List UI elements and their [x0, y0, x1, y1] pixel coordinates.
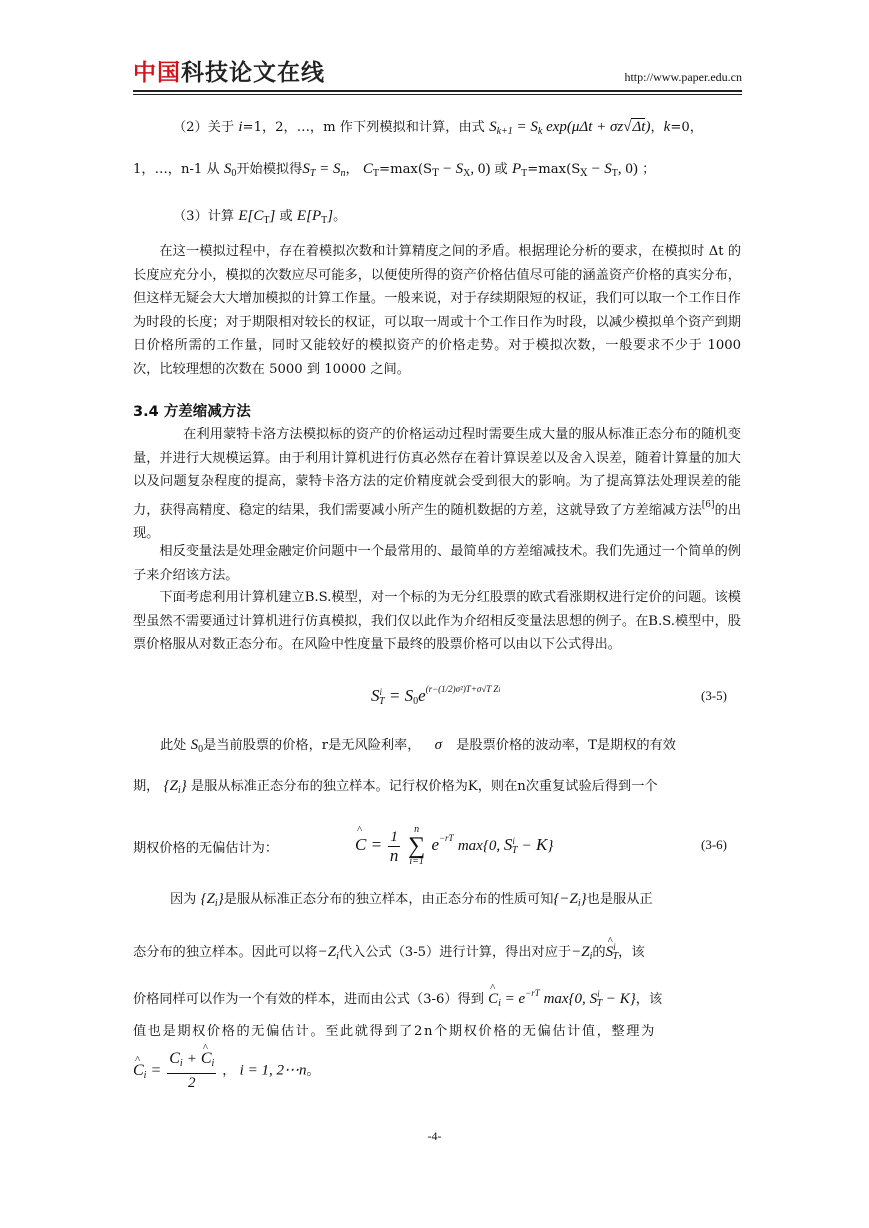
paragraph-variance-reduction — [133, 423, 741, 546]
step3-line — [133, 206, 741, 231]
formula-antithetic-estimator: ^ $C_i = e^{-rT}$ max{0, $S^i_T - K$} — [488, 991, 636, 1007]
para6-line5-text-b: 。 — [306, 1063, 320, 1079]
para6-line3-text-b: ，该 — [635, 992, 663, 1007]
section-heading: 3.4 方差缩减方法 — [133, 404, 251, 420]
formula-averaged-estimator: ^ $C_i$ = $\frac{C_i + \^{} C_i}{2}$ — [133, 1062, 222, 1079]
para6-line3-text-a: 价格同样可以作为一个有效的样本，进而由公式（3-6）得到 — [133, 992, 484, 1007]
para2-text-b: 的出现。 — [133, 502, 742, 541]
step2-text-d: =0， — [670, 120, 703, 135]
equation-3-6 — [133, 823, 741, 875]
para6-line2 — [133, 937, 741, 967]
equation-number-3-5: (3-5) — [701, 688, 727, 703]
math-expect-ct: $E[C_T]$ — [238, 208, 276, 226]
para5-line2-text-a: 期， — [133, 779, 160, 794]
math-k: k — [663, 119, 671, 135]
formula-gbm-step: $S_{k+1} = S_k$ exp(μΔt + σz√Δt) — [489, 119, 651, 137]
math-pt: $P_T$ — [511, 161, 528, 179]
para5-line2 — [133, 776, 741, 801]
step2-line2-text-f: =max(S — [527, 162, 581, 177]
para2-text-a: 在利用蒙特卡洛方法模拟标的资产的价格运动过程时需要生成大量的服从标准正态分布的随机变量，并进行大规模运算。由于利用计算机进行仿真必然存在着计算误差以及舍入误差，随着计算量的加大以及问题复杂程度的提高，蒙特卡洛方法的定价精度就会受到很大的影响。为了提高算法处理误差的能力，获得高精度、稳定的结果，我们需要减小所产生的随机数据的方差，这就导致了方差缩减方法 — [133, 427, 741, 518]
math-neg-zi-2: $-Z_i$ — [571, 944, 593, 962]
step3-text-a: （3）计算 — [173, 209, 235, 224]
step3-text-b: 或 — [279, 209, 293, 224]
para6-line3 — [133, 983, 741, 1014]
math-st-eq-sn: $S_T = S_n$ — [302, 161, 346, 179]
step2-line2: 1，…，n-1 从 $S_0$开始模拟得$S_T = S_n$， $C_T=\max(S_T - S_X$, 0) 或 $P_T=\max(S_X - S_T$, 0) ； — [133, 161, 656, 179]
site-logo[interactable] — [133, 60, 325, 86]
step2-line2-text-b: 开始模拟得 — [236, 162, 303, 177]
header-rule-thin — [133, 94, 742, 95]
math-sigma: σ — [434, 737, 442, 753]
math-neg-zi: $-Z_i$ — [317, 944, 339, 962]
para6-text-a: 因为 — [170, 892, 197, 907]
math-ct: $C_T$ — [362, 161, 380, 179]
math-s0: $S_0$ — [223, 161, 237, 179]
paragraph-simulation-tradeoff: 在这一模拟过程中，存在着模拟次数和计算精度之间的矛盾。根据理论分析的要求，在模拟时 Δt 的长度应充分小，模拟的次数应尽可能多，以便使所得的资产价格估值尽可能的涵盖资产价格的真实分布，但这样无疑会大大增加模拟的计算工作量。一般来说，对于存续期限短的权证，我们可以取一个工作日作为时段的长度；对于期限相对较长的权证，可以取一周或十个工作日作为时段，以减少模拟单个资产到期日价格所需的工作量，同时又能较好的模拟资产的价格走势。对于模拟次数，一般要求不少于 1000 次，比较理想的次数在 5000 到 10000 之间。 — [133, 244, 741, 377]
site-url-link[interactable]: http://www.paper.edu.cn — [624, 70, 742, 84]
para6-line2-text-a: 态分布的独立样本。因此可以将 — [133, 945, 318, 960]
para6-text-b: 是服从标准正态分布的独立样本，由正态分布的性质可知 — [223, 892, 554, 907]
citation-ref[interactable]: [6] — [701, 499, 715, 510]
para6-line4: 值也是期权价格的无偏估计。至此就得到了2n个期权价格的无偏估计值，整理为 — [133, 1024, 656, 1039]
paragraph-bs-model: 下面考虑利用计算机建立B.S.模型，对一个标的为无分红股票的欧式看涨期权进行定价的问题。该模型虽然不需要通过计算机进行仿真模拟，我们仅以此作为介绍相反变量法思想的例子。在B.S.模型中，股票价格服从对数正态分布。在风险中性度量下最终的股票价格可以由以下公式得出。 — [133, 590, 741, 652]
math-st-hat: ^ $S^i_T$ — [606, 944, 619, 960]
para5-text-b: 是当前股票的价格，r是无风险利率， — [203, 738, 421, 753]
step3-text-c: 。 — [333, 209, 347, 224]
step2-line2-text-d: =max(S — [379, 162, 433, 177]
math-expect-pt: $E[P_T]$ — [296, 208, 334, 226]
para6-line2-text-c: 的 — [592, 945, 606, 960]
page-number: -4- — [427, 1129, 442, 1143]
logo-red-text: 中国 — [133, 60, 181, 86]
math-zi-set: $\{Z_i\}$ — [163, 778, 187, 796]
para6-line2-text-d: ，该 — [618, 945, 645, 960]
para6-line5 — [133, 1050, 741, 1100]
paragraph-antithetic-intro: 相反变量法是处理金融定价问题中一个最常用的、最简单的方差缩减技术。我们先通过一个简单的例子来介绍该方法。 — [133, 544, 741, 583]
para5-text-a: 此处 — [160, 738, 187, 753]
math-zi-set-2: $\{Z_i\}$ — [200, 891, 224, 909]
para5-text-c: 是股票价格的波动率，T是期权的有效 — [456, 738, 676, 753]
para6-line1 — [133, 889, 741, 914]
formula-call-estimator: ^ C = $\frac{1}{n}$ n ∑ i=1 $e^{-rT}$ max{0, $S^i_T - K$} — [355, 825, 553, 867]
step2-line2-text-g: ； — [642, 162, 656, 177]
step2-line2-text-e: 或 — [494, 162, 508, 177]
para5-line1 — [133, 735, 741, 760]
step2-text-b: =1，2，…，m 作下列模拟和计算，由式 — [242, 120, 485, 135]
step2-line2-text-c: ， — [345, 162, 359, 177]
step2-text-a: （2）关于 — [173, 120, 235, 135]
math-i: i — [238, 119, 243, 135]
step2-text-c: ， — [650, 120, 664, 135]
para6-text-c: 也是服从正 — [586, 892, 653, 907]
step2-line2-text-a: 1，…，n-1 从 — [133, 162, 220, 177]
para5-line2-text-b: 是服从标准正态分布的独立样本。记行权价格为K，则在n次重复试验后得到一个 — [190, 779, 658, 794]
equation-number-3-6: (3-6) — [701, 837, 727, 852]
formula-terminal-price: $S^i_T = S0e^{(r-(1/2)\sigma^2)T+\sigma√T Zi}$ — [371, 684, 501, 707]
equation-3-5 — [133, 684, 741, 724]
step2-line1 — [133, 117, 741, 142]
logo-dark-text: 科技论文在线 — [181, 60, 325, 86]
header-rule-thick — [133, 90, 742, 92]
para6-line5-text-a: ， — [222, 1063, 236, 1079]
math-neg-zi-set: $\{-Z_i\}$ — [553, 891, 587, 909]
para5-text-line3: 期权价格的无偏估计为： — [133, 841, 279, 856]
math-s0-current: $S_0$ — [190, 737, 204, 755]
math-index-range: i = 1, 2⋯n — [239, 1062, 307, 1079]
para6-line2-text-b: 代入公式（3-5）进行计算，得出对应于 — [338, 945, 572, 960]
